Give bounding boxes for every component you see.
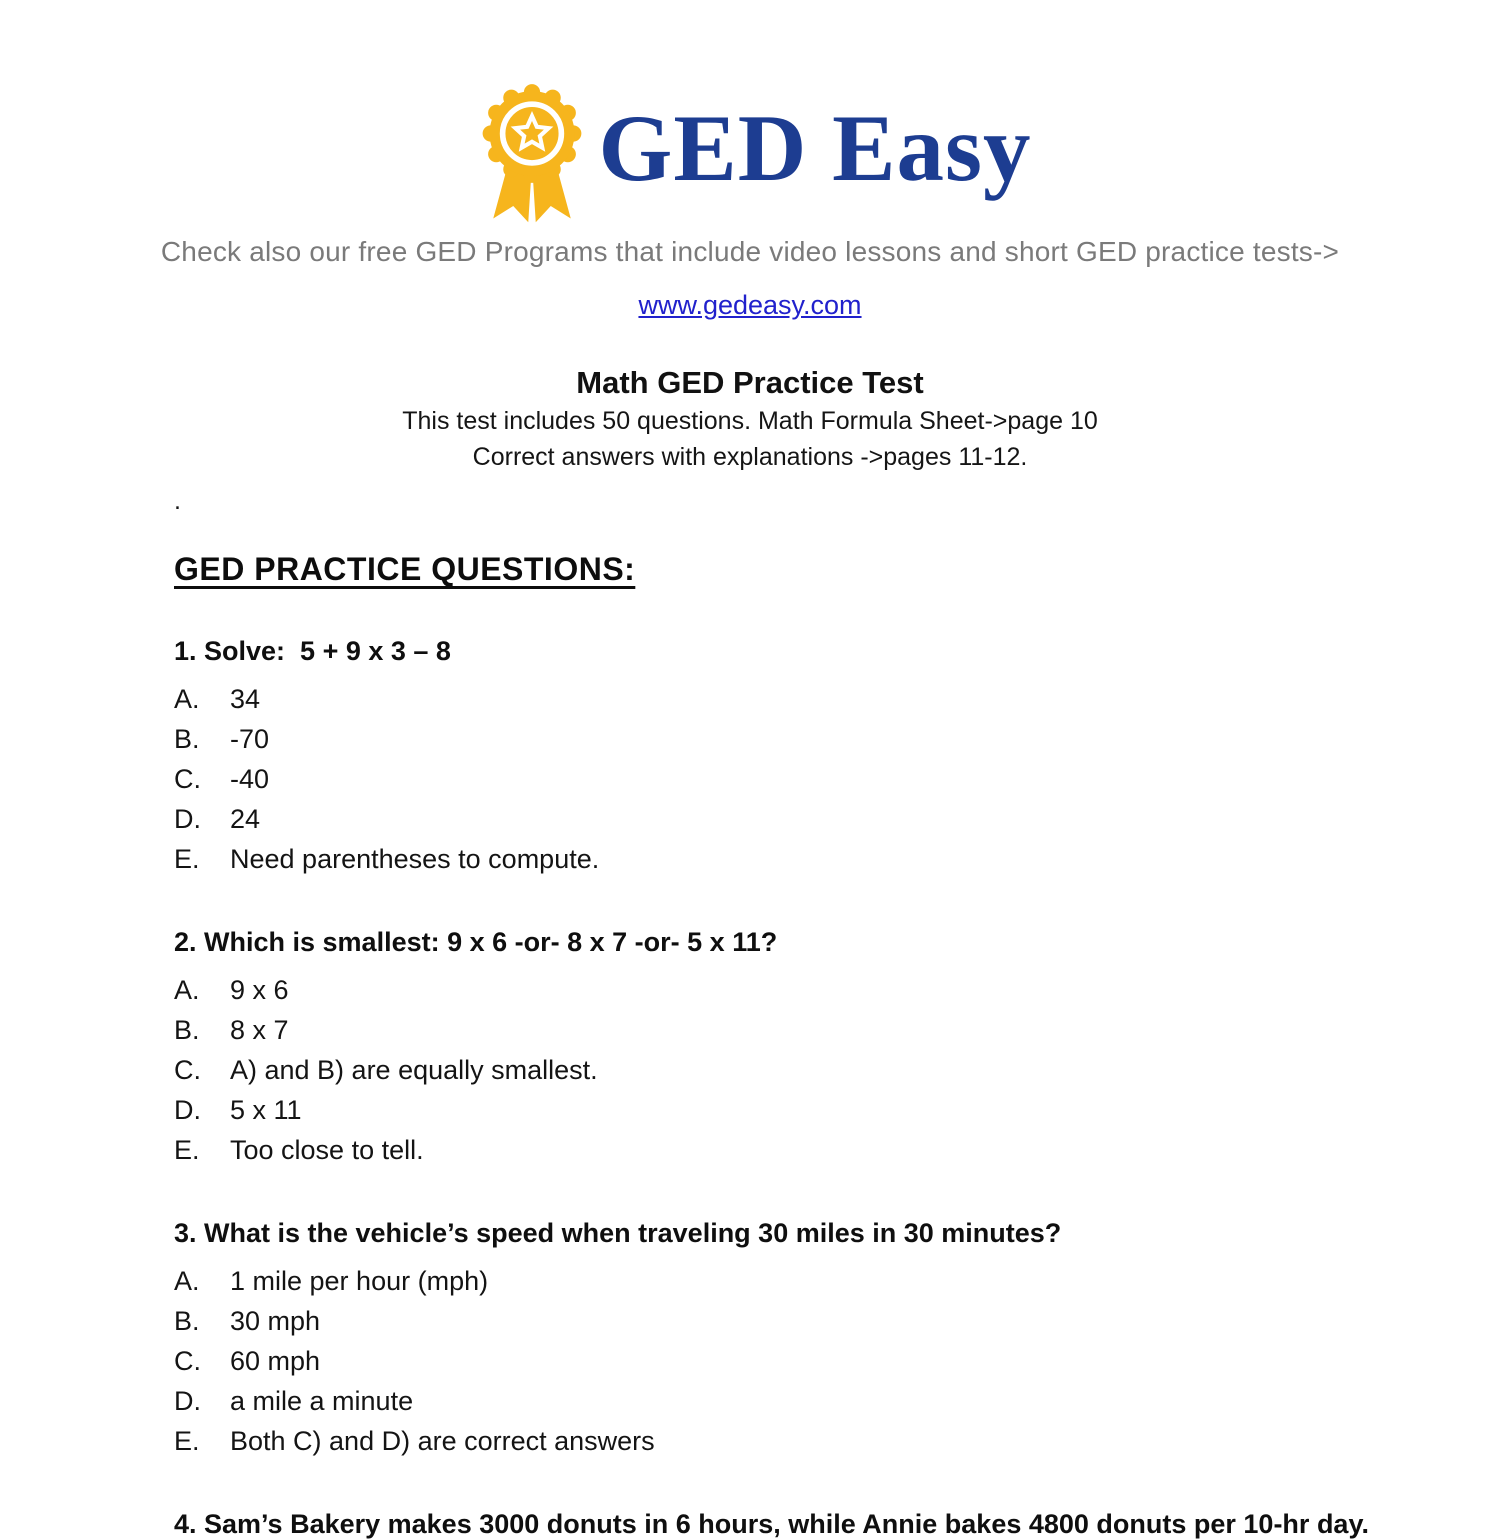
- option-row: [174, 679, 1380, 719]
- question-1: [174, 636, 1380, 879]
- option-text: Too close to tell.: [230, 1135, 424, 1165]
- promo-text: Check also our free GED Programs that include video lessons and short GED practice tests->: [160, 236, 1340, 267]
- award-ribbon-icon: [469, 76, 595, 226]
- subtitle-line-1: This test includes 50 questions. Math Formula Sheet->page 10: [402, 407, 1098, 435]
- question-3: [174, 1218, 1380, 1461]
- option-row: [174, 759, 1380, 799]
- option-row: [174, 719, 1380, 759]
- option-letter: E.: [174, 844, 200, 874]
- option-text: 5 x 11: [230, 1095, 302, 1125]
- option-row: [174, 1301, 1380, 1341]
- option-letter: B.: [174, 1306, 200, 1336]
- option-row: [174, 1421, 1380, 1461]
- option-letter: C.: [174, 1346, 201, 1376]
- option-text: 8 x 7: [230, 1015, 289, 1045]
- option-row: [174, 1261, 1380, 1301]
- option-row: [174, 799, 1380, 839]
- option-letter: B.: [174, 724, 200, 754]
- question-heading: 1. Solve: 5 + 9 x 3 – 8: [174, 636, 451, 666]
- option-row: [174, 970, 1380, 1010]
- question-4: [174, 1509, 1380, 1540]
- option-row: [174, 1341, 1380, 1381]
- page-title: Math GED Practice Test: [576, 365, 924, 400]
- option-letter: E.: [174, 1426, 200, 1456]
- logo: [0, 78, 1500, 218]
- option-row: [174, 1010, 1380, 1050]
- question-heading: 2. Which is smallest: 9 x 6 -or- 8 x 7 -or- 5 x 11?: [174, 927, 778, 957]
- brand-name: GED Easy: [598, 94, 1032, 201]
- option-letter: B.: [174, 1015, 200, 1045]
- option-text: -40: [230, 764, 270, 794]
- option-letter: A.: [174, 975, 200, 1005]
- option-text: Both C) and D) are correct answers: [230, 1426, 655, 1456]
- option-letter: D.: [174, 804, 201, 834]
- section-heading: GED PRACTICE QUESTIONS:: [174, 551, 636, 587]
- option-text: 9 x 6: [230, 975, 289, 1005]
- option-row: [174, 1381, 1380, 1421]
- option-letter: D.: [174, 1095, 201, 1125]
- option-row: [174, 1050, 1380, 1090]
- option-letter: C.: [174, 764, 201, 794]
- option-letter: A.: [174, 1266, 200, 1296]
- document-header: [0, 0, 1500, 473]
- option-letter: E.: [174, 1135, 200, 1165]
- option-row: [174, 1090, 1380, 1130]
- option-text: 30 mph: [230, 1306, 321, 1336]
- option-text: A) and B) are equally smallest.: [230, 1055, 598, 1085]
- question-heading: 4. Sam’s Bakery makes 3000 donuts in 6 hours, while Annie bakes 4800 donuts per 10-hr day.: [174, 1509, 1369, 1539]
- question-2: [174, 927, 1380, 1170]
- option-text: 24: [230, 804, 261, 834]
- option-letter: C.: [174, 1055, 201, 1085]
- option-text: 60 mph: [230, 1346, 321, 1376]
- option-text: 1 mile per hour (mph): [230, 1266, 489, 1296]
- stray-period: .: [174, 487, 181, 515]
- option-letter: D.: [174, 1386, 201, 1416]
- option-letter: A.: [174, 684, 200, 714]
- question-heading: 3. What is the vehicle’s speed when traveling 30 miles in 30 minutes?: [174, 1218, 1062, 1248]
- website-link[interactable]: www.gedeasy.com: [638, 290, 862, 320]
- option-row: [174, 839, 1380, 879]
- option-text: a mile a minute: [230, 1386, 414, 1416]
- option-text: 34: [230, 684, 261, 714]
- option-text: -70: [230, 724, 270, 754]
- option-text: Need parentheses to compute.: [230, 844, 600, 874]
- questions-list: [174, 636, 1380, 1540]
- subtitle-line-2: Correct answers with explanations ->pages 11-12.: [472, 443, 1028, 471]
- option-row: [174, 1130, 1380, 1170]
